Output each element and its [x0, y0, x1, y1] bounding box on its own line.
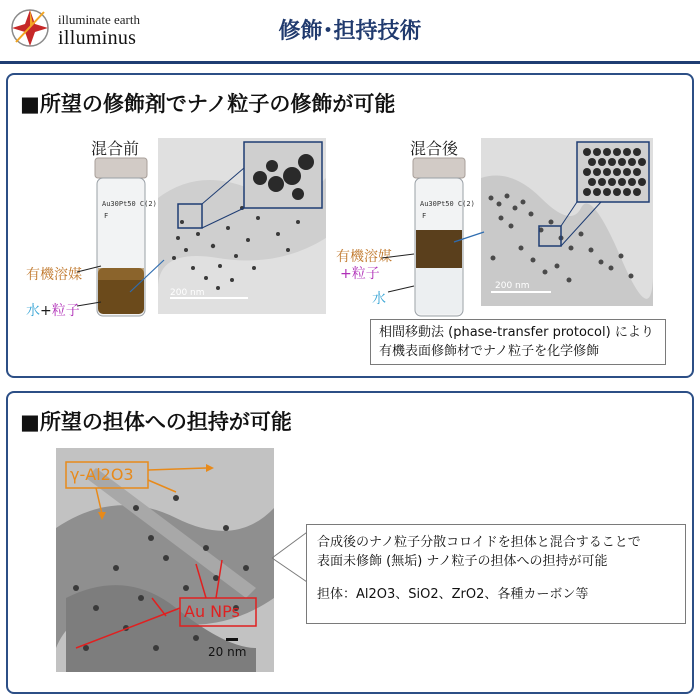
nanoparticle-annotation-label: Au NPs [184, 602, 240, 621]
support-annotation-label: γ-Al2O3 [70, 465, 134, 484]
svg-text:Au30Pt50 C(2): Au30Pt50 C(2) [102, 200, 157, 208]
header-divider [0, 61, 700, 64]
tem-before-image [158, 138, 326, 314]
modification-heading: ■所望の修飾剤でナノ粒子の修飾が可能 [20, 92, 396, 116]
support-description-line1: 合成後のナノ粒子分散コロイドを担体と混合することで [317, 535, 641, 550]
plus-sign: + [40, 303, 52, 319]
before-caption: 混合前 [91, 139, 140, 158]
svg-text:F: F [104, 212, 109, 220]
water-label-after: 水 [372, 291, 386, 307]
phase-transfer-note [370, 319, 666, 365]
tem-support-scale: 20 nm [208, 645, 247, 659]
after-connector-line [452, 226, 488, 250]
tem-support-image [56, 448, 274, 672]
tem-after-scale: 200 nm [495, 281, 530, 291]
particle-label: 粒子 [51, 303, 80, 319]
support-materials-list: 担体：Al2O3、SiO2、ZrO2、各種カーボン等 [317, 587, 589, 602]
tem-after-image [481, 138, 653, 306]
before-connector-line [128, 256, 168, 296]
organic-solvent-label-after: 有機溶媒 [336, 249, 392, 265]
after-caption: 混合後 [410, 139, 459, 158]
brand-tagline: illuminate earth [58, 12, 140, 27]
support-description-line2: 表面未修飾 (無垢) ナノ粒子の担体への担持が可能 [317, 554, 608, 569]
after-pointer-lines [380, 250, 440, 300]
tem-before-scale: 200 nm [170, 288, 205, 298]
water-label: 水 [26, 303, 40, 319]
support-heading: ■所望の担体への担持が可能 [20, 410, 292, 434]
brand-name: illuminus [58, 27, 137, 49]
svg-text:Au30Pt50 C(2): Au30Pt50 C(2) [420, 200, 475, 208]
plus-particle-label-after: +粒子 [340, 266, 380, 282]
phase-transfer-note-line2: 有機表面修飾材でナノ粒子を化学修飾 [379, 344, 600, 359]
page-title: 修飾･担持技術 [278, 19, 422, 44]
water-particle-label-before [26, 300, 80, 320]
svg-text:F: F [422, 212, 427, 220]
support-description [306, 524, 686, 624]
phase-transfer-note-line1: 相間移動法 (phase-transfer protocol) により [379, 325, 654, 340]
organic-solvent-label-before: 有機溶媒 [26, 267, 82, 283]
